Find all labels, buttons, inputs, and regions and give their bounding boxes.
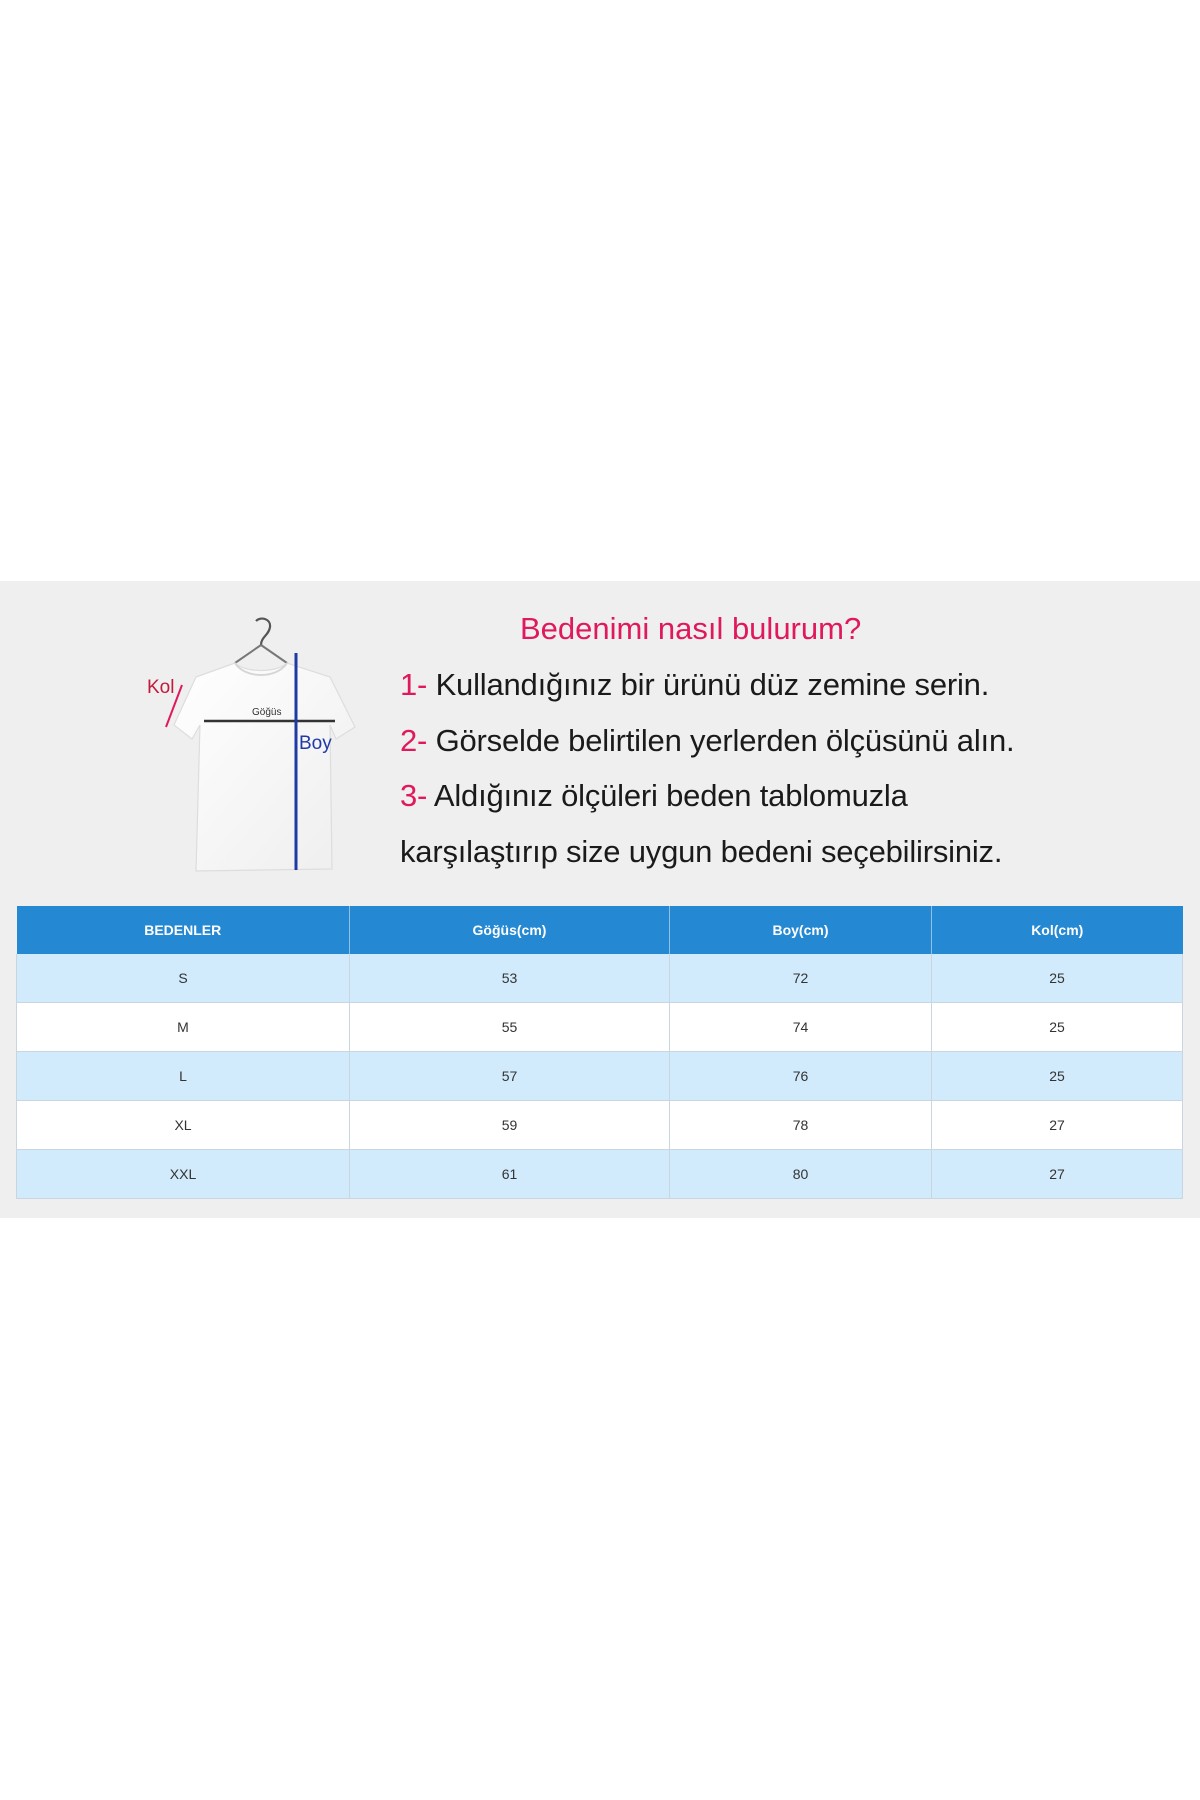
cell-length: 80	[670, 1150, 932, 1199]
cell-sleeve: 25	[932, 954, 1183, 1003]
cell-chest: 61	[350, 1150, 670, 1199]
cell-size: XXL	[17, 1150, 350, 1199]
cell-length: 76	[670, 1052, 932, 1101]
cell-sleeve: 25	[932, 1052, 1183, 1101]
tshirt-measurement-diagram	[130, 615, 380, 875]
table-row	[17, 1101, 1183, 1150]
tshirt-shape	[174, 663, 355, 871]
size-chart-table	[16, 906, 1183, 1199]
step-text: Görselde belirtilen yerlerden ölçüsünü alın.	[427, 723, 1015, 758]
cell-chest: 59	[350, 1101, 670, 1150]
guide-step-3-continued: karşılaştırıp size uygun bedeni seçebilirsiniz.	[400, 834, 1003, 869]
table-row	[17, 954, 1183, 1003]
table-row	[17, 1150, 1183, 1199]
header-chest: Göğüs(cm)	[350, 906, 670, 954]
table-row	[17, 1052, 1183, 1101]
header-sleeve: Kol(cm)	[932, 906, 1183, 954]
step-number: 3-	[400, 778, 428, 813]
chest-label: Göğüs	[252, 707, 282, 718]
cell-chest: 57	[350, 1052, 670, 1101]
header-size: BEDENLER	[17, 906, 350, 954]
guide-heading: Bedenimi nasıl bulurum?	[520, 611, 862, 646]
cell-sleeve: 25	[932, 1003, 1183, 1052]
tshirt-illustration	[130, 615, 380, 875]
header-length: Boy(cm)	[670, 906, 932, 954]
step-number: 2-	[400, 723, 428, 758]
guide-step-1	[400, 667, 989, 703]
cell-sleeve: 27	[932, 1101, 1183, 1150]
cell-size: XL	[17, 1101, 350, 1150]
step-number: 1-	[400, 667, 428, 702]
cell-length: 72	[670, 954, 932, 1003]
cell-chest: 53	[350, 954, 670, 1003]
cell-sleeve: 27	[932, 1150, 1183, 1199]
step-text: Aldığınız ölçüleri beden tablomuzla	[427, 778, 908, 813]
sleeve-label: Kol	[147, 677, 175, 698]
cell-size: M	[17, 1003, 350, 1052]
table-row	[17, 1003, 1183, 1052]
hanger-icon	[235, 619, 287, 663]
cell-chest: 55	[350, 1003, 670, 1052]
cell-length: 78	[670, 1101, 932, 1150]
cell-size: S	[17, 954, 350, 1003]
size-guide-panel	[0, 581, 1200, 1218]
table-header-row	[17, 906, 1183, 954]
cell-length: 74	[670, 1003, 932, 1052]
step-text: Kullandığınız bir ürünü düz zemine serin.	[427, 667, 990, 702]
guide-step-2	[400, 723, 1014, 759]
length-label: Boy	[299, 733, 332, 754]
guide-step-3	[400, 778, 908, 814]
cell-size: L	[17, 1052, 350, 1101]
